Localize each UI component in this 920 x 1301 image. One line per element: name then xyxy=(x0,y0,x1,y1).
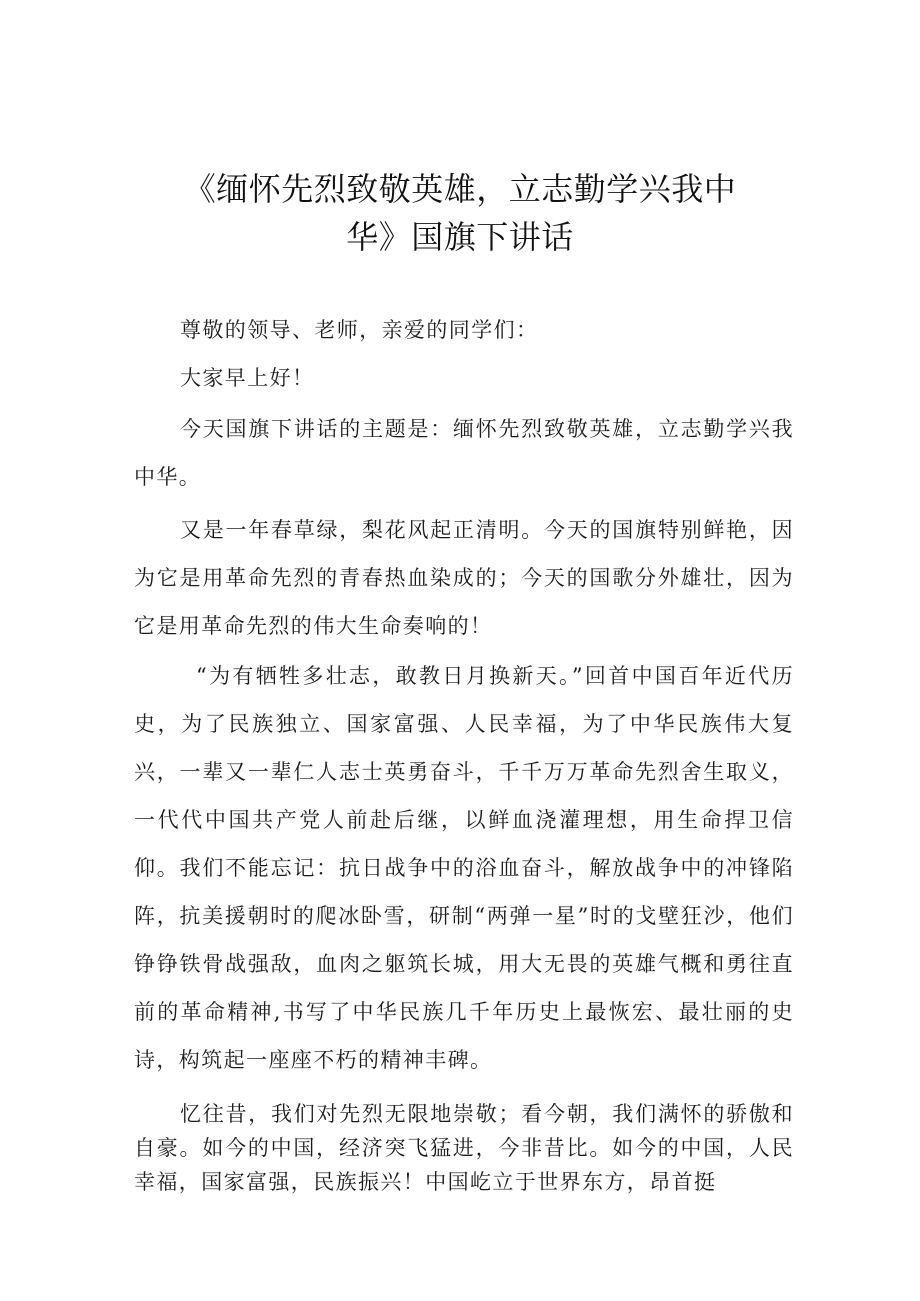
title-line-1: 《缅怀先烈致敬英雄，立志勤学兴我中 xyxy=(183,170,737,208)
past-paragraph: 忆往昔，我们对先烈无限地崇敬；看今朝，我们满怀的骄傲和自豪。如今的中国，经济突飞猛进，今非昔比。如今的中国，人民幸福，国家富强，民族振兴！中国屹立于世界东方，昂首挺 xyxy=(134,1102,794,1194)
history-paragraph: “为有牺牲多壮志，敢教日月换新天。”回首中国百年近代历史，为了民族独立、国家富强、人民幸福，为了中华民族伟大复兴，一辈又一辈仁人志士英勇奋斗，千千万万革命先烈舍生取义，一代代中国共产党人前赴后继，以鲜血浇灌理想，用生命捍卫信仰。我们不能忘记：抗日战争中的浴血奋斗，解放战争中的冲锋陷阵，抗美援朝时的爬冰卧雪，研制“两弹一星”时的戈壁狂沙，他们铮铮铁骨战强敌，血肉之躯筑长城，用大无畏的英雄气概和勇往直前的革命精神,书写了中华民族几千年历史上最恢宏、最壮丽的史诗，构筑起一座座不朽的精神丰碑。 xyxy=(134,664,794,1072)
document-title xyxy=(120,165,800,261)
hello-paragraph: 大家早上好！ xyxy=(180,366,315,390)
spring-paragraph: 又是一年春草绿，梨花风起正清明。今天的国旗特别鲜艳，因为它是用革命先烈的青春热血染成的；今天的国歌分外雄壮，因为它是用革命先烈的伟大生命奏响的！ xyxy=(134,518,794,638)
title-line-2: 华》国旗下讲话 xyxy=(346,218,574,256)
topic-paragraph: 今天国旗下讲话的主题是：缅怀先烈致敬英雄，立志勤学兴我中华。 xyxy=(134,417,794,489)
greeting-paragraph: 尊敬的领导、老师，亲爱的同学们： xyxy=(180,318,539,342)
